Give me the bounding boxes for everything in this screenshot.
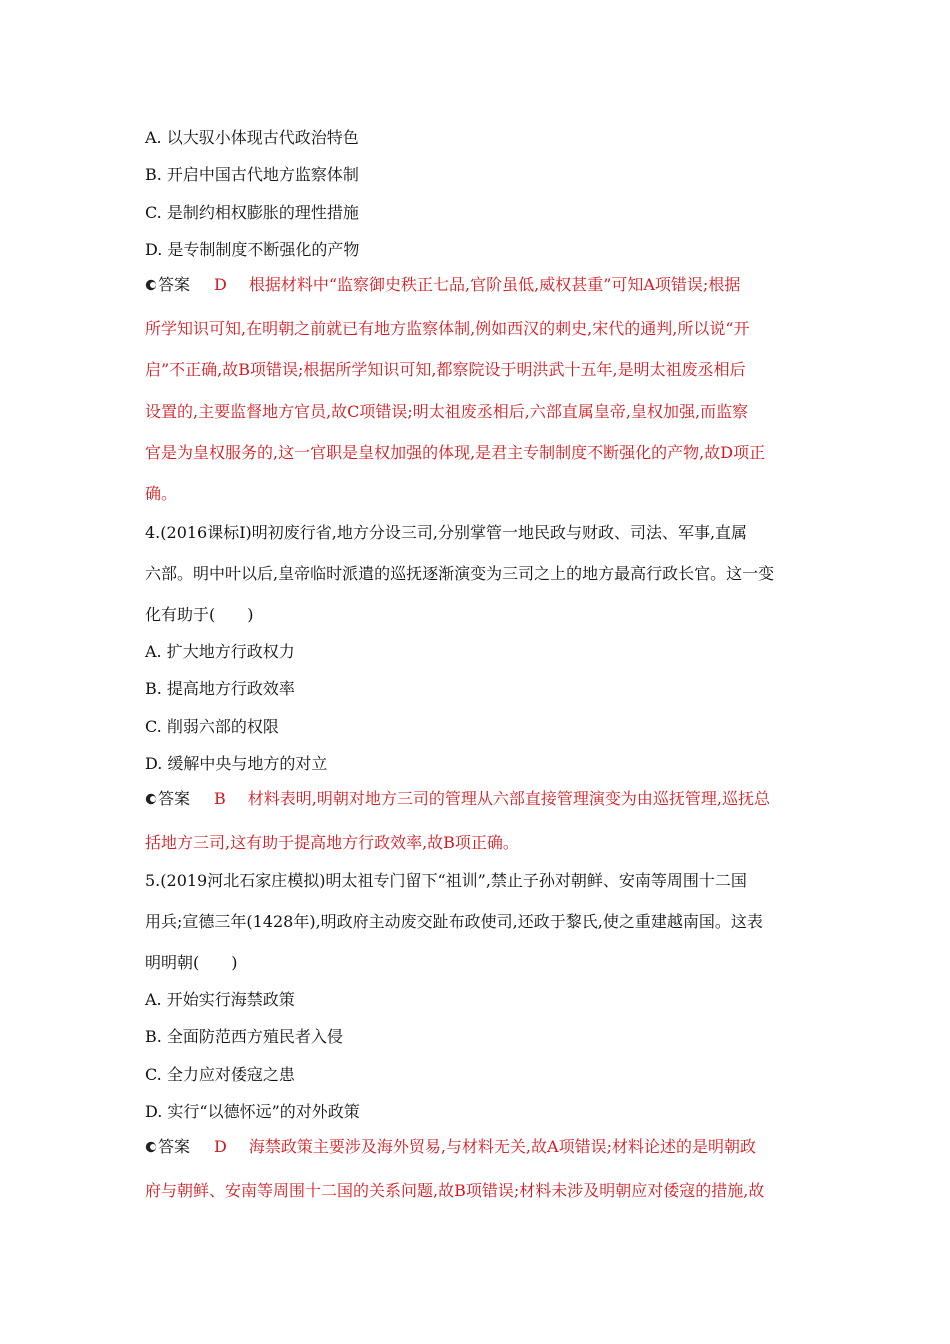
q5-stem-line: 用兵;宣德三年(1428年),明政府主动废交趾布政使司,还政于黎氏,使之重建越南国。这表	[145, 912, 763, 931]
answer-marker-icon	[145, 1141, 157, 1153]
q4-option-a: A. 扩大地方行政权力	[145, 642, 295, 661]
q4-answer-label: 答案	[158, 789, 191, 808]
q3-explanation-line: 设置的,主要监督地方官员,故C项错误;明太祖废丞相后,六部直属皇帝,皇权加强,而监察	[145, 402, 749, 421]
q5-answer-letter: D	[214, 1137, 227, 1156]
q5-stem-line: 明明朝( )	[145, 953, 238, 972]
q3-option-c: C. 是制约相权膨胀的理性措施	[145, 203, 359, 222]
q4-answer-letter: B	[214, 789, 226, 808]
q5-option-d: D. 实行“以德怀远”的对外政策	[145, 1102, 360, 1121]
q4-explanation-line: 括地方三司,这有助于提高地方行政效率,故B项正确。	[145, 833, 519, 852]
q3-option-b: B. 开启中国古代地方监察体制	[145, 165, 359, 184]
q4-stem-line: 化有助于( )	[145, 605, 254, 624]
q5-option-b: B. 全面防范西方殖民者入侵	[145, 1027, 343, 1046]
q4-answer-line	[145, 789, 770, 809]
q4-option-d: D. 缓解中央与地方的对立	[145, 754, 328, 773]
answer-marker-icon	[145, 793, 157, 805]
q4-stem-line: 4.(2016课标Ⅰ)明初废行省,地方分设三司,分别掌管一地民政与财政、司法、军事,直属	[145, 523, 748, 542]
q5-answer-label: 答案	[158, 1137, 191, 1156]
q3-answer-line	[145, 275, 740, 295]
q4-stem-line: 六部。明中叶以后,皇帝临时派遣的巡抚逐渐演变为三司之上的地方最高行政长官。这一变	[145, 564, 775, 583]
q3-option-d: D. 是专制制度不断强化的产物	[145, 240, 360, 259]
q5-option-c: C. 全力应对倭寇之患	[145, 1065, 295, 1084]
q3-option-a: A. 以大驭小体现古代政治特色	[145, 128, 359, 147]
q3-explanation-line: 官是为皇权服务的,这一官职是皇权加强的体现,是君主专制制度不断强化的产物,故D项正	[145, 443, 766, 462]
q3-explanation-line: 启”不正确,故B项错误;根据所学知识可知,都察院设于明洪武十五年,是明太祖废丞相后	[145, 360, 746, 379]
q3-explanation-line: 根据材料中“监察御史秩正七品,官阶虽低,威权甚重”可知A项错误;根据	[248, 275, 741, 294]
q4-explanation-line: 材料表明,明朝对地方三司的管理从六部直接管理演变为由巡抚管理,巡抚总	[247, 789, 770, 808]
q5-explanation-line: 府与朝鲜、安南等周围十二国的关系问题,故B项错误;材料未涉及明朝应对倭寇的措施,故	[145, 1181, 765, 1200]
q5-option-a: A. 开始实行海禁政策	[145, 990, 295, 1009]
q4-option-c: C. 削弱六部的权限	[145, 717, 279, 736]
q5-answer-line	[145, 1137, 756, 1157]
q3-answer-label: 答案	[158, 275, 191, 294]
q5-explanation-line: 海禁政策主要涉及海外贸易,与材料无关,故A项错误;材料论述的是明朝政	[248, 1137, 756, 1156]
q5-stem-line: 5.(2019河北石家庄模拟)明太祖专门留下“祖训”,禁止子孙对朝鲜、安南等周围十二国	[145, 871, 747, 890]
answer-marker-icon	[145, 279, 157, 291]
q3-answer-letter: D	[214, 275, 227, 294]
q3-explanation-line: 所学知识可知,在明朝之前就已有地方监察体制,例如西汉的刺史,宋代的通判,所以说“开	[145, 319, 750, 338]
q3-explanation-line: 确。	[145, 484, 178, 503]
q4-option-b: B. 提高地方行政效率	[145, 679, 295, 698]
